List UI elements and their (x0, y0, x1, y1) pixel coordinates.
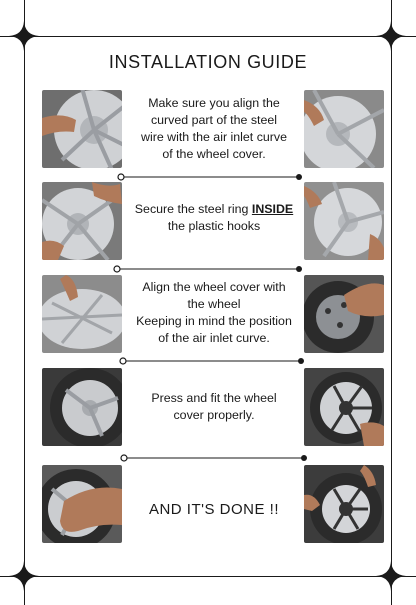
step-2-text-pre: Secure the steel ring (134, 202, 252, 216)
page-title: INSTALLATION GUIDE (108, 52, 308, 72)
step-5-photo-left (42, 465, 122, 543)
step-5-photo-right (304, 465, 384, 543)
step-2-text-emphasis: INSIDE (251, 202, 294, 216)
step-3-text (124, 279, 304, 347)
step-3-photo-left (42, 275, 122, 353)
star-ornament-icon (9, 561, 39, 591)
step-3-photo-right (304, 275, 384, 353)
step-3-line: of the air inlet curve. (158, 331, 270, 345)
divider-line (119, 357, 305, 365)
star-ornament-icon (376, 21, 406, 51)
frame-left-line (24, 0, 25, 605)
star-ornament-icon (9, 21, 39, 51)
divider-line (117, 173, 303, 181)
step-5-text: AND IT'S DONE !! (148, 501, 280, 518)
step-2-line-2: the plastic hooks (167, 219, 261, 233)
frame-right-line (391, 0, 392, 605)
step-2-photo-left (42, 182, 122, 260)
step-1-text (124, 95, 304, 163)
step-1-photo-right (304, 90, 384, 168)
step-3-line: Keeping in mind the position (136, 314, 292, 328)
step-1-line: of the wheel cover. (162, 147, 266, 161)
step-4-photo-left (42, 368, 122, 446)
step-1-photo-left (42, 90, 122, 168)
star-ornament-icon (376, 561, 406, 591)
divider-line (120, 454, 308, 462)
step-2-line-1 (124, 201, 304, 218)
step-1-line: curved part of the steel (150, 113, 278, 127)
step-1-line: wire with the air inlet curve (141, 130, 287, 144)
step-4-line: cover properly. (173, 408, 255, 422)
step-2-photo-right (304, 182, 384, 260)
frame-top-line (0, 36, 416, 37)
step-4-photo-right (304, 368, 384, 446)
step-4-line: Press and fit the wheel (151, 391, 277, 405)
step-1-line: Make sure you align the (148, 96, 280, 110)
frame-bottom-line (0, 576, 416, 577)
step-4-text (124, 390, 304, 424)
step-2-text (124, 201, 304, 235)
step-3-line: Align the wheel cover with (142, 280, 286, 294)
divider-line (113, 265, 303, 273)
step-3-line: the wheel (187, 297, 241, 311)
